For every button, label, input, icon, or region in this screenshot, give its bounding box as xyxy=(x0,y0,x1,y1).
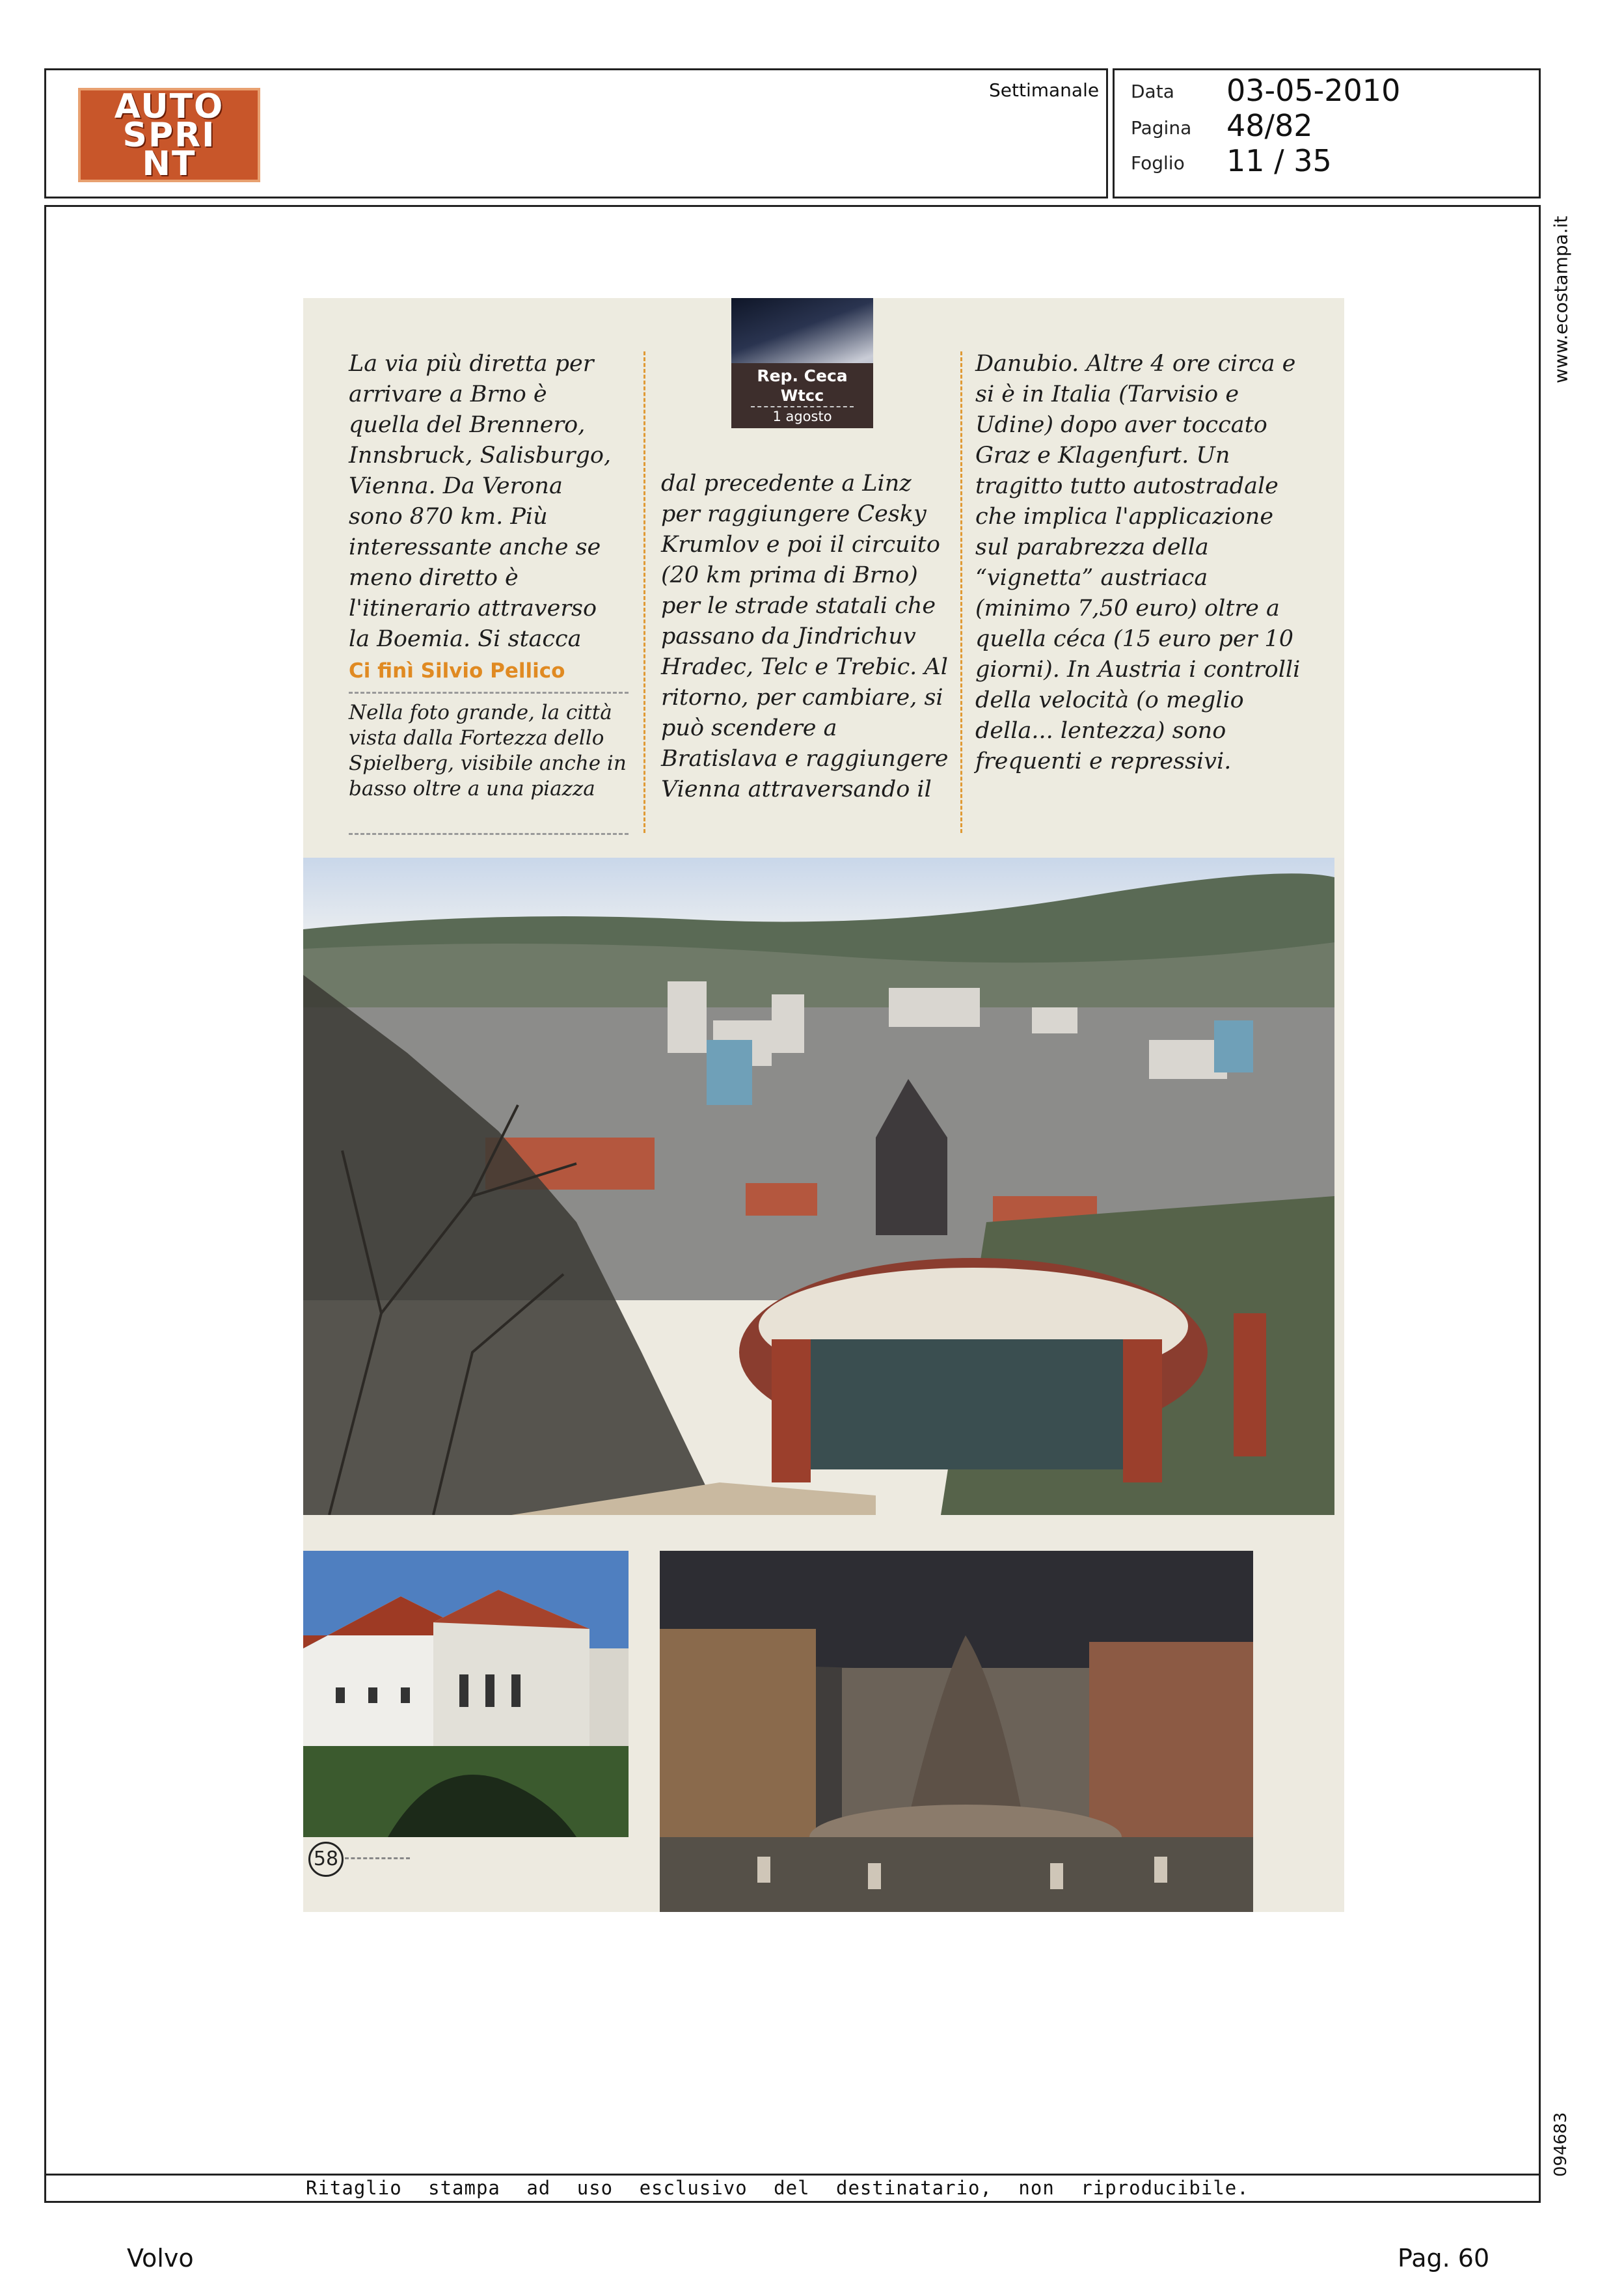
pagina-value: 48/82 xyxy=(1226,108,1313,143)
footer-rule xyxy=(44,2174,1541,2176)
logo-line-2: SPRI xyxy=(122,115,216,155)
event-date: 1 agosto xyxy=(751,406,854,426)
disclaimer: Ritaglio stampa ad uso esclusivo del destinatario, non riproducibile. xyxy=(306,2177,1249,2199)
caption-rule xyxy=(349,692,629,694)
foglio-label: Foglio xyxy=(1131,152,1185,174)
event-name: Wtcc xyxy=(780,387,824,405)
caption-title: Ci finì Silvio Pellico xyxy=(349,659,565,683)
brno-square-photo xyxy=(660,1551,1253,1912)
event-ribbon-label xyxy=(731,363,873,428)
document-code: 094683 xyxy=(1551,2112,1571,2177)
event-country: Rep. Ceca xyxy=(757,366,848,385)
spilberk-castle-photo xyxy=(303,1551,629,1837)
data-label: Data xyxy=(1131,81,1174,102)
page-number-rule xyxy=(345,1857,410,1859)
publication-type: Settimanale xyxy=(989,79,1100,101)
article-column-2: dal precedente a Linz per raggiungere Cesky Krumlov e poi il circuito (20 km prima di Brno) per le strade statali che passano da Jindrichuv Hradec, Telc e Trebic. Al ritorno, per cambiare, si può scendere a Bratislava e raggiungere Vienna attraversando il xyxy=(661,471,949,802)
watermark: www.ecostampa.it xyxy=(1550,215,1572,383)
brno-panorama-photo xyxy=(303,858,1334,1515)
article-column-1: La via più diretta per arrivare a Brno è quella del Brennero, Innsbruck, Salisburgo, Vienna. Da Verona sono 870 km. Più interessante anche se meno diretto è l'itinerario attraverso la Boemia. Si stacca xyxy=(349,351,612,652)
logo-line-1: AUTO xyxy=(114,87,224,126)
data-value: 03-05-2010 xyxy=(1226,73,1401,108)
footer-page: Pag. 60 xyxy=(1398,2244,1490,2272)
column-divider xyxy=(643,351,645,833)
article-clipping xyxy=(303,298,1344,1912)
foglio-value: 11 / 35 xyxy=(1226,143,1332,178)
column-divider xyxy=(960,351,962,833)
logo-line-3: NT xyxy=(142,144,196,184)
pagina-label: Pagina xyxy=(1131,117,1192,139)
autosprint-logo xyxy=(78,88,260,182)
page-number: 58 xyxy=(308,1842,344,1877)
footer-client: Volvo xyxy=(127,2244,194,2272)
caption-rule xyxy=(349,833,629,835)
article-column-3: Danubio. Altre 4 ore circa e si è in Italia (Tarvisio e Udine) dopo aver toccato Graz e Klagenfurt. Un tragitto tutto autostradale che implica l'applicazione sul parabrezza della “vignetta” austriaca (minimo 7,50 euro) oltre a quella céca (15 euro per 10 giorni). In Austria i controlli della velocità (o meglio della... lentezza) sono frequenti e repressivi. xyxy=(975,351,1301,774)
photo-caption: Nella foto grande, la città vista dalla Fortezza dello Spielberg, visibile anche in basso oltre a una piazza xyxy=(349,701,627,800)
